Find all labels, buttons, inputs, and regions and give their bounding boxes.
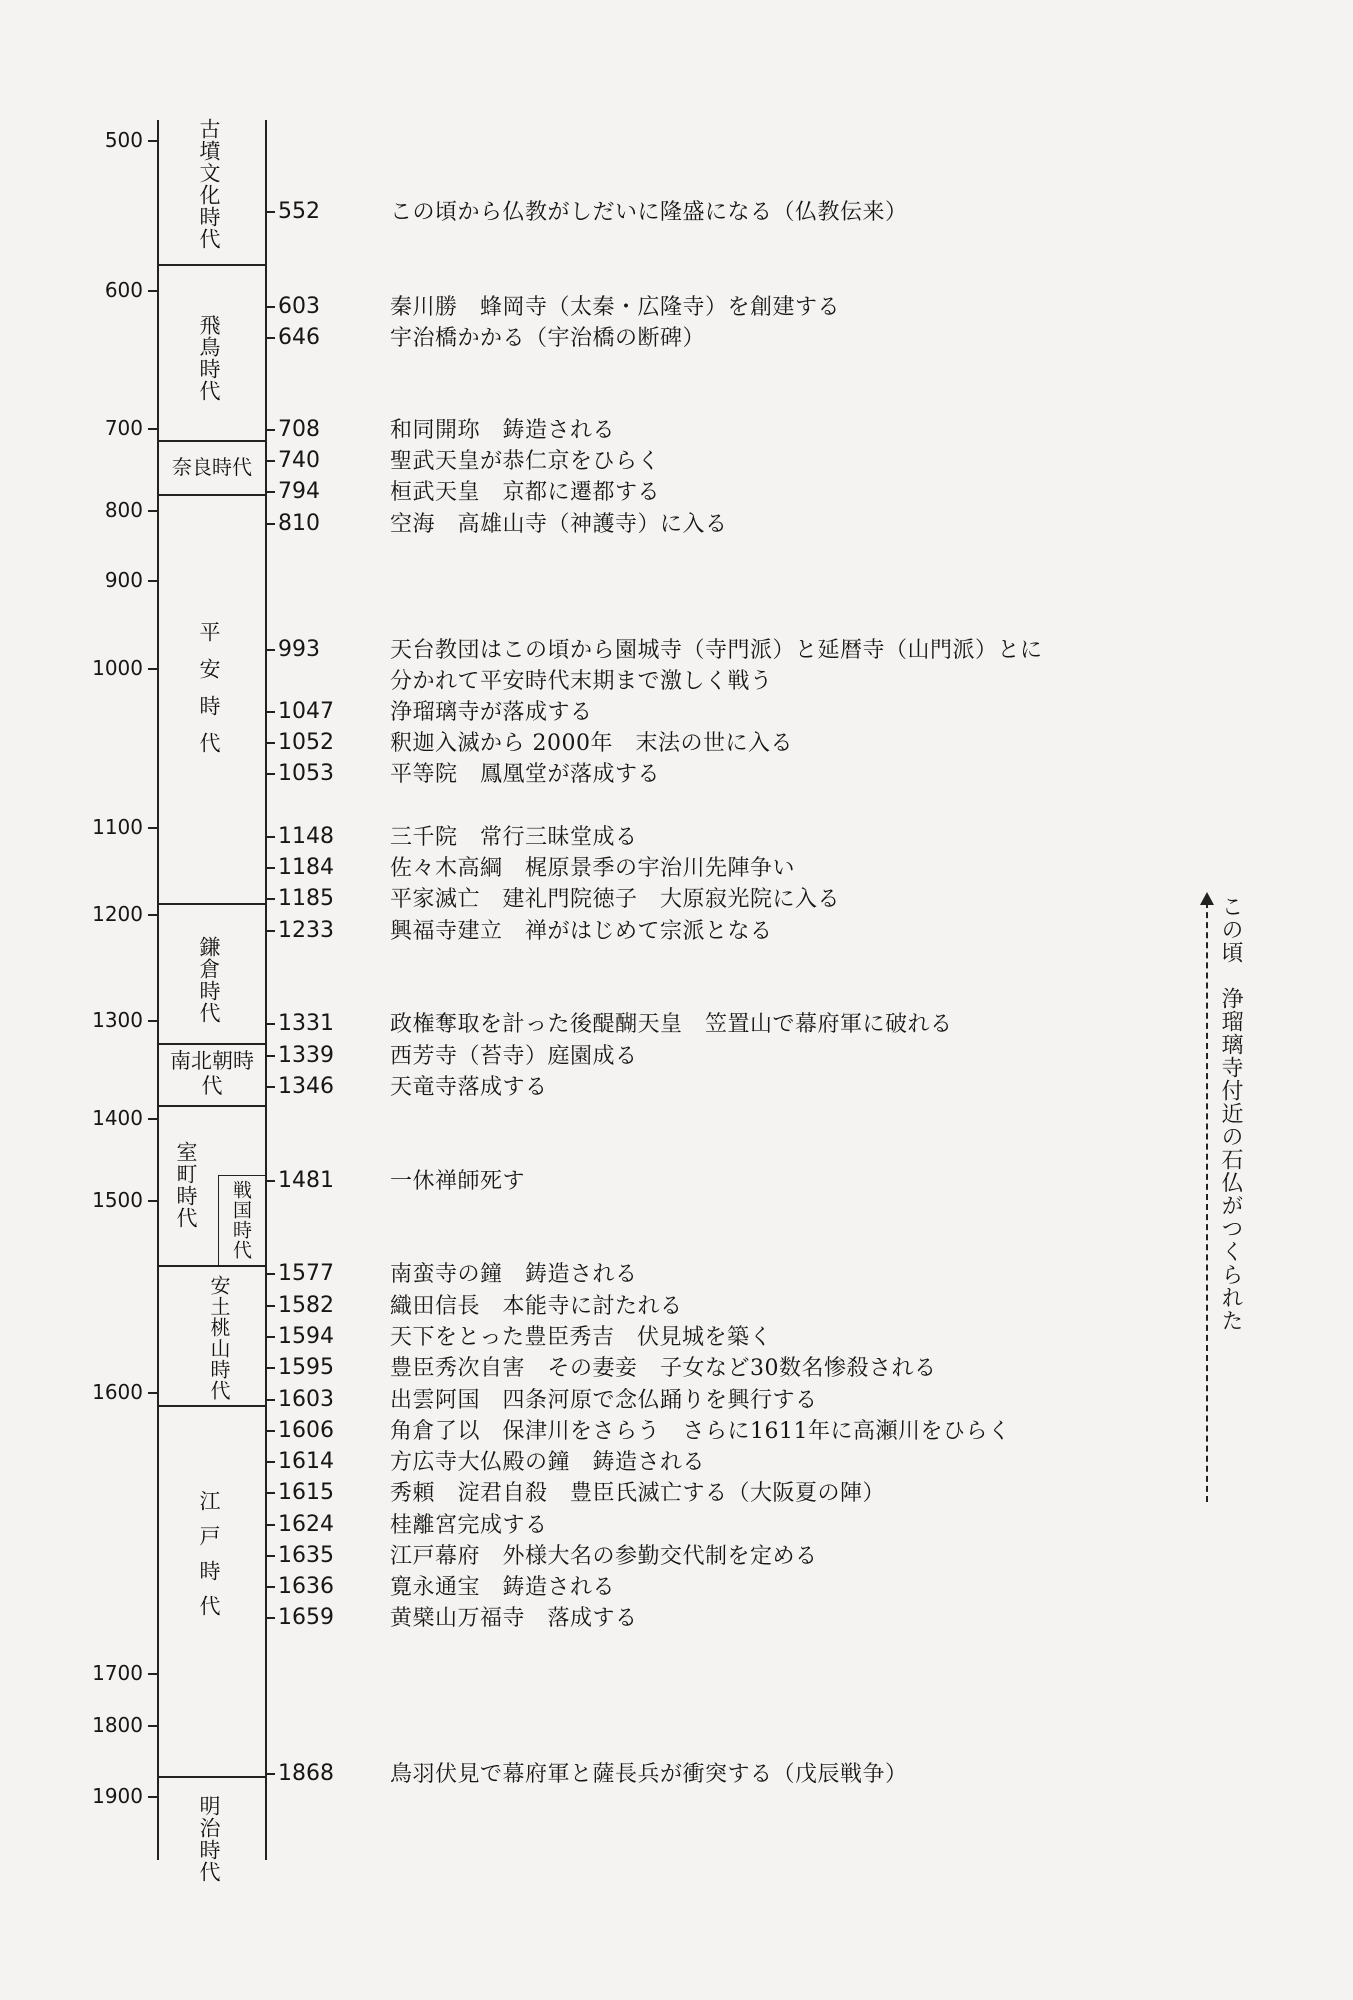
event-text: 秀頼 淀君自殺 豊臣氏滅亡する（大阪夏の陣） xyxy=(390,1481,886,1506)
event-year: 1868 xyxy=(265,1761,340,1787)
event-year: 1582 xyxy=(265,1293,340,1319)
event-year: 1148 xyxy=(265,824,340,850)
century-tick xyxy=(148,827,158,829)
century-tick xyxy=(148,1725,158,1727)
century-tick xyxy=(148,1392,158,1394)
event-text: 豊臣秀次自害 その妻妾 子女など30数名惨殺される xyxy=(390,1356,937,1381)
century-tick xyxy=(148,140,158,142)
century-tick xyxy=(148,668,158,670)
century-label-1600: 1600 xyxy=(92,1380,143,1404)
event-year: 1481 xyxy=(265,1168,340,1194)
event-text: この頃から仏教がしだいに隆盛になる（仏教伝来） xyxy=(390,200,908,225)
century-tick xyxy=(148,914,158,916)
century-label-1400: 1400 xyxy=(92,1106,143,1130)
century-tick xyxy=(148,428,158,430)
century-label-1700: 1700 xyxy=(92,1661,143,1685)
era-asuka: 飛鳥時代 xyxy=(197,314,221,402)
event-year: 1577 xyxy=(265,1261,340,1287)
event-text: 天台教団はこの頃から園城寺（寺門派）と延暦寺（山門派）とに xyxy=(390,638,1043,663)
event-year: 740 xyxy=(265,448,340,474)
event-year: 1595 xyxy=(265,1355,340,1381)
century-tick xyxy=(148,1118,158,1120)
century-tick xyxy=(148,1673,158,1675)
era-kamakura: 鎌倉時代 xyxy=(197,936,221,1024)
event-year: 603 xyxy=(265,294,340,320)
era-divider xyxy=(157,440,267,442)
event-text-continued: 分かれて平安時代末期まで激しく戦う xyxy=(390,669,773,694)
event-text: 出雲阿国 四条河原で念仏踊りを興行する xyxy=(390,1388,818,1413)
century-label-900: 900 xyxy=(104,568,143,592)
event-year: 1339 xyxy=(265,1043,340,1069)
century-tick xyxy=(148,580,158,582)
era-kofun: 古墳文化時代 xyxy=(197,118,221,250)
event-text: 角倉了以 保津川をさらう さらに1611年に高瀬川をひらく xyxy=(390,1419,1011,1444)
century-tick xyxy=(148,290,158,292)
event-text: 方広寺大仏殿の鐘 鋳造される xyxy=(390,1450,706,1475)
event-text: 南蛮寺の鐘 鋳造される xyxy=(390,1262,638,1287)
event-year: 1346 xyxy=(265,1074,340,1100)
timeline-axis-left xyxy=(157,120,159,1860)
event-text: 聖武天皇が恭仁京をひらく xyxy=(390,449,661,474)
event-year: 1233 xyxy=(265,918,340,944)
century-label-1900: 1900 xyxy=(92,1784,143,1808)
century-label-800: 800 xyxy=(104,498,143,522)
event-year: 1606 xyxy=(265,1418,340,1444)
event-text: 江戸幕府 外様大名の参勤交代制を定める xyxy=(390,1544,818,1569)
era-nara: 奈良時代 xyxy=(172,455,252,479)
event-text: 平等院 鳳凰堂が落成する xyxy=(390,762,661,787)
event-year: 1052 xyxy=(265,730,340,756)
event-text: 空海 高雄山寺（神護寺）に入る xyxy=(390,512,728,537)
era-divider xyxy=(157,264,267,266)
era-heian: 平安時代 xyxy=(197,621,221,769)
event-year: 1184 xyxy=(265,855,340,881)
event-text: 三千院 常行三昧堂成る xyxy=(390,825,638,850)
event-text: 佐々木高綱 梶原景季の宇治川先陣争い xyxy=(390,856,796,881)
event-text: 桂離宮完成する xyxy=(390,1513,548,1538)
event-year: 646 xyxy=(265,325,340,351)
century-label-1100: 1100 xyxy=(92,815,143,839)
era-divider xyxy=(157,1105,267,1107)
century-tick xyxy=(148,510,158,512)
event-year: 1053 xyxy=(265,761,340,787)
event-year: 1636 xyxy=(265,1574,340,1600)
century-tick xyxy=(148,1020,158,1022)
event-text: 一休禅師死す xyxy=(390,1169,526,1194)
century-label-1000: 1000 xyxy=(92,656,143,680)
century-label-600: 600 xyxy=(104,278,143,302)
event-year: 1624 xyxy=(265,1512,340,1538)
event-year: 993 xyxy=(265,637,340,663)
event-year: 1659 xyxy=(265,1605,340,1631)
event-year: 1615 xyxy=(265,1480,340,1506)
event-year: 1331 xyxy=(265,1011,340,1037)
event-text: 興福寺建立 禅がはじめて宗派となる xyxy=(390,919,773,944)
event-text: 釈迦入滅から 2000年 末法の世に入る xyxy=(390,731,793,756)
era-meiji: 明治時代 xyxy=(197,1795,221,1883)
century-label-500: 500 xyxy=(104,128,143,152)
event-year: 1594 xyxy=(265,1324,340,1350)
century-label-1800: 1800 xyxy=(92,1713,143,1737)
dashed-range-line xyxy=(1206,902,1208,1502)
event-text: 天下をとった豊臣秀吉 伏見城を築く xyxy=(390,1325,773,1350)
era-edo: 江戸時代 xyxy=(197,1490,221,1630)
event-year: 810 xyxy=(265,511,340,537)
event-text: 寛永通宝 鋳造される xyxy=(390,1575,616,1600)
era-nanbokucho: 南北朝時代 xyxy=(170,1049,254,1098)
event-year: 794 xyxy=(265,479,340,505)
era-divider xyxy=(157,1043,267,1045)
event-year: 1047 xyxy=(265,699,340,725)
century-label-1200: 1200 xyxy=(92,902,143,926)
event-text: 平家滅亡 建礼門院徳子 大原寂光院に入る xyxy=(390,887,841,912)
event-year: 708 xyxy=(265,417,340,443)
event-year: 1603 xyxy=(265,1387,340,1413)
event-text: 政権奪取を計った後醍醐天皇 笠置山で幕府軍に破れる xyxy=(390,1012,953,1037)
century-label-1500: 1500 xyxy=(92,1188,143,1212)
century-tick xyxy=(148,1200,158,1202)
event-text: 桓武天皇 京都に遷都する xyxy=(390,480,661,505)
side-note-stone-buddhas: この頃 浄瑠璃寺付近の石仏がつくられた xyxy=(1218,895,1243,1332)
event-year: 1635 xyxy=(265,1543,340,1569)
era-sengoku: 戦国時代 xyxy=(230,1179,252,1260)
event-text: 西芳寺（苔寺）庭園成る xyxy=(390,1044,638,1069)
century-tick xyxy=(148,1796,158,1798)
century-label-700: 700 xyxy=(104,416,143,440)
event-text: 黄檗山万福寺 落成する xyxy=(390,1606,638,1631)
event-text: 浄瑠璃寺が落成する xyxy=(390,700,593,725)
era-muromachi: 室町時代 xyxy=(174,1141,198,1229)
event-text: 織田信長 本能寺に討たれる xyxy=(390,1294,683,1319)
event-year: 1185 xyxy=(265,886,340,912)
event-text: 和同開珎 鋳造される xyxy=(390,418,616,443)
century-label-1300: 1300 xyxy=(92,1008,143,1032)
event-text: 宇治橋かかる（宇治橋の断碑） xyxy=(390,326,706,351)
event-year: 1614 xyxy=(265,1449,340,1475)
event-text: 天竜寺落成する xyxy=(390,1075,548,1100)
event-year: 552 xyxy=(265,199,340,225)
event-text: 鳥羽伏見で幕府軍と薩長兵が衝突する（戊辰戦争） xyxy=(390,1762,908,1787)
era-divider xyxy=(157,903,267,905)
era-divider xyxy=(157,1776,267,1778)
era-azuchi-momoyama: 安土桃山時代 xyxy=(207,1275,231,1401)
event-text: 秦川勝 蜂岡寺（太秦・広隆寺）を創建する xyxy=(390,295,841,320)
era-divider xyxy=(157,494,267,496)
